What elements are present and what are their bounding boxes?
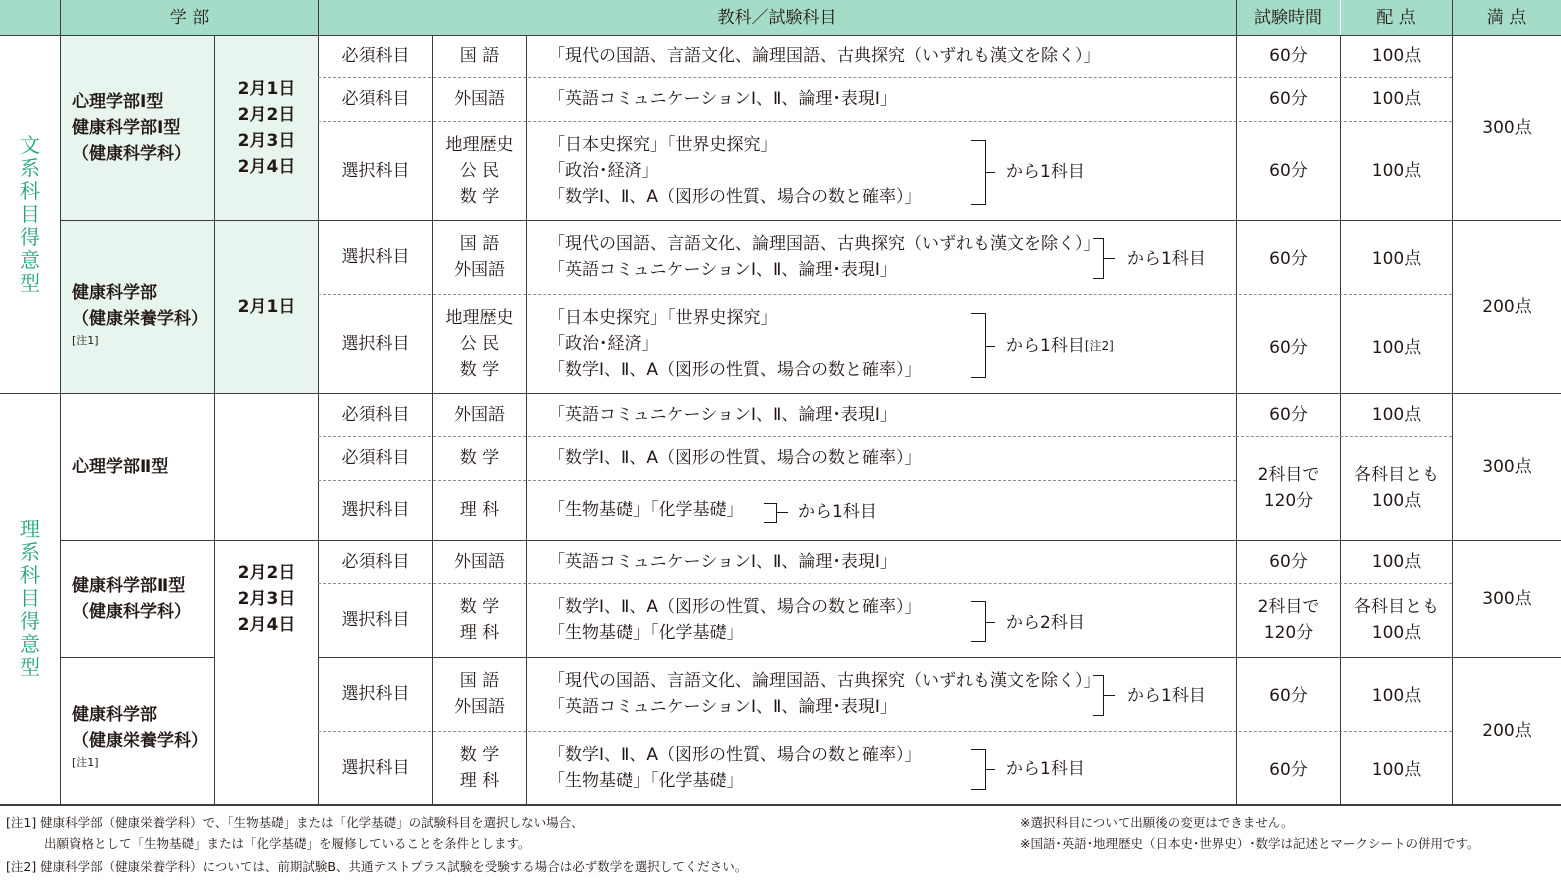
choice-bracket-tick [985, 769, 995, 770]
choice-bracket [971, 313, 986, 378]
kyoka-group [433, 121, 526, 220]
subject-eigo: 「英語コミュニケーションⅠ、Ⅱ、論理･表現Ⅰ」 [548, 89, 897, 109]
kyoka-gaikokugo: 外国語 [454, 697, 505, 717]
kyoka-rika: 理 科 [459, 500, 500, 520]
choice-bracket [764, 503, 777, 523]
subject-seiji: 「政治･経済」 [548, 160, 659, 181]
points-line: 100点 [1371, 623, 1422, 643]
date: 2月4日 [237, 614, 296, 635]
time-cell: 60分 [1269, 89, 1308, 109]
points-cell: 100点 [1371, 160, 1422, 181]
type-char: 文 [20, 132, 40, 157]
header-points: 配 点 [1376, 7, 1416, 28]
kyoka-group [433, 657, 526, 731]
cat-elective: 選択科目 [341, 500, 410, 520]
choose-one: から1科目 [1006, 336, 1085, 356]
kyoka-chireki: 地理歴史 [445, 134, 514, 155]
choose-one: から1科目 [1127, 249, 1206, 269]
time-cell: 60分 [1269, 551, 1308, 572]
kyoka-group [433, 220, 526, 294]
row-line [61, 657, 214, 658]
dept-line: 心理学部Ⅰ型 [72, 91, 164, 112]
choose-two: から2科目 [1006, 613, 1085, 633]
subject-sugaku: 「数学Ⅰ、Ⅱ、A（図形の性質、場合の数と確率）」 [548, 359, 922, 380]
cat-required: 必須科目 [341, 448, 410, 468]
points-line: 各科目とも [1354, 597, 1439, 617]
type-char: 系 [20, 155, 40, 180]
type-char: 得 [20, 224, 40, 249]
choice-bracket-tick [776, 512, 788, 513]
header-time: 試験時間 [1254, 7, 1322, 28]
choice-bracket-tick [985, 622, 995, 623]
choice-bracket-tick [1103, 695, 1115, 696]
total-cell: 300点 [1482, 456, 1532, 477]
choose-one-note2 [1006, 333, 1114, 359]
subject-group [548, 657, 1101, 731]
time-cell: 60分 [1269, 686, 1308, 706]
subject-rika: 「生物基礎」「化学基礎」 [548, 623, 744, 643]
type-char: 得 [20, 609, 40, 633]
points-cell: 100点 [1371, 89, 1422, 109]
header-dept: 学 部 [169, 7, 210, 28]
dates-3 [215, 393, 318, 804]
dept-line: 心理学部Ⅱ型 [72, 456, 169, 477]
dept-line: 健康科学部 [72, 283, 157, 303]
kyoka-sugaku: 数 学 [459, 359, 500, 380]
type-char: 科 [20, 563, 40, 587]
dept-3 [72, 393, 214, 540]
dept-4 [72, 540, 214, 657]
note2-mark: [注2] [1084, 339, 1114, 353]
type-char: 系 [20, 540, 40, 564]
header-total: 満 点 [1486, 7, 1527, 28]
dept-line: （健康科学科） [72, 143, 191, 164]
kyoka-sugaku: 数 学 [459, 186, 500, 207]
points-line: 各科目とも [1354, 465, 1439, 485]
time-cell [1237, 583, 1340, 657]
points-cell: 100点 [1371, 759, 1422, 780]
cat-elective: 選択科目 [341, 160, 410, 181]
subject-rekishi: 「日本史探究」「世界史探究」 [548, 134, 778, 155]
type-char: 型 [20, 270, 40, 295]
time-cell: 60分 [1269, 46, 1308, 66]
subject-eigo: 「英語コミュニケーションⅠ、Ⅱ、論理･表現Ⅰ」 [548, 697, 897, 717]
kyoka-rika: 理 科 [459, 623, 500, 643]
points-cell: 100点 [1371, 686, 1422, 706]
choice-bracket [971, 601, 986, 642]
time-cell [1237, 436, 1340, 540]
points-cell: 100点 [1371, 404, 1422, 425]
dept-note: [注1] [72, 334, 99, 347]
type-char: 目 [20, 201, 40, 226]
time-line: 2科目で [1257, 465, 1320, 485]
subject-group [548, 731, 922, 804]
time-cell: 60分 [1269, 759, 1308, 780]
dept-line: （健康栄養学科） [72, 309, 208, 329]
points-cell: 100点 [1371, 337, 1422, 358]
time-line: 2科目で [1257, 597, 1320, 617]
cat-elective: 選択科目 [341, 757, 410, 778]
subject-group [548, 294, 922, 393]
subject-eigo: 「英語コミュニケーションⅠ、Ⅱ、論理･表現Ⅰ」 [548, 260, 897, 280]
kyoka-chireki: 地理歴史 [445, 307, 514, 328]
choice-bracket [971, 140, 986, 205]
note2: [注2] 健康科学部（健康栄養学科）については、前期試験B、共通テストプラス試験を受験する場合は必ず数学を選択してください。 [6, 859, 748, 874]
col-line [60, 0, 61, 805]
kyoka-rika: 理 科 [459, 770, 500, 791]
dates-2: 2月1日 [237, 296, 296, 317]
date: 2月2日 [237, 104, 296, 125]
subject-rekishi: 「日本史探究」「世界史探究」 [548, 307, 778, 328]
subject-rika: 「生物基礎」「化学基礎」 [548, 770, 744, 791]
total-cell: 200点 [1482, 296, 1532, 317]
dept-5 [72, 692, 214, 782]
subject-group [548, 220, 1101, 294]
date: 2月2日 [237, 562, 296, 583]
points-cell [1341, 436, 1452, 540]
total-cell: 300点 [1482, 117, 1532, 138]
subject-kokugo: 「現代の国語、言語文化、論理国語、古典探究（いずれも漢文を除く）」 [548, 234, 1101, 254]
col-line-header [1340, 0, 1341, 35]
subject-sugaku: 「数学Ⅰ、Ⅱ、A（図形の性質、場合の数と確率）」 [548, 597, 922, 617]
dept-line: （健康栄養学科） [72, 731, 208, 751]
kyoka-kokugo: 国 語 [459, 46, 500, 66]
header-subjects: 教科／試験科目 [717, 7, 837, 28]
dept-1 [72, 35, 214, 220]
kyoka-kokugo: 国 語 [459, 671, 500, 691]
cat-required: 必須科目 [341, 404, 410, 425]
cat-required: 必須科目 [341, 46, 410, 66]
cat-elective: 選択科目 [341, 610, 410, 630]
dept-line: 健康科学部Ⅱ型 [72, 575, 186, 596]
points-cell: 100点 [1371, 551, 1422, 572]
date: 2月1日 [237, 78, 296, 99]
subject-kokugo: 「現代の国語、言語文化、論理国語、古典探究（いずれも漢文を除く）」 [548, 46, 1101, 66]
kyoka-komin: 公 民 [459, 160, 500, 181]
subject-sugaku: 「数学Ⅰ、Ⅱ、A（図形の性質、場合の数と確率）」 [548, 448, 922, 468]
choose-one: から1科目 [1006, 162, 1085, 182]
date: 2月3日 [237, 130, 296, 151]
subject-seiji: 「政治･経済」 [548, 333, 659, 354]
type-char: 型 [20, 655, 40, 679]
footnotes [0, 808, 1561, 882]
time-line: 120分 [1263, 491, 1314, 511]
cat-elective: 選択科目 [341, 684, 410, 704]
type-char: 意 [20, 632, 40, 656]
subject-group [548, 583, 922, 657]
subject-group [548, 121, 922, 220]
kyoka-gaikokugo: 外国語 [454, 551, 505, 572]
col-line [526, 35, 527, 805]
subject-kokugo: 「現代の国語、言語文化、論理国語、古典探究（いずれも漢文を除く）」 [548, 671, 1101, 691]
time-cell: 60分 [1269, 160, 1308, 181]
subject-eigo: 「英語コミュニケーションⅠ、Ⅱ、論理･表現Ⅰ」 [548, 404, 897, 425]
dept-line: （健康科学科） [72, 601, 191, 622]
subject-rika: 「生物基礎」「化学基礎」 [548, 500, 744, 520]
time-cell: 60分 [1269, 404, 1308, 425]
points-cell: 100点 [1371, 46, 1422, 66]
remark-2: ※国語･英語･地理歴史（日本史･世界史）･数学は記述とマークシートの併用です。 [1020, 836, 1480, 851]
total-cell: 200点 [1482, 720, 1532, 741]
points-line: 100点 [1371, 491, 1422, 511]
time-line: 120分 [1263, 623, 1314, 643]
kyoka-gaikokugo: 外国語 [454, 89, 505, 109]
note1-line2: 出願資格として「生物基礎」または「化学基礎」を履修していることを条件とします。 [44, 836, 531, 851]
cat-required: 必須科目 [341, 89, 410, 109]
time-cell: 60分 [1269, 337, 1308, 358]
kyoka-sugaku: 数 学 [459, 597, 500, 617]
choice-bracket [971, 749, 986, 790]
points-cell [1341, 583, 1452, 657]
type-rikei [0, 393, 60, 804]
kyoka-gaikokugo: 外国語 [454, 404, 505, 425]
note1-line1: [注1] 健康科学部（健康栄養学科）で、「生物基礎」または「化学基礎」の試験科目を選択しない場合、 [6, 815, 584, 830]
subject-sugaku: 「数学Ⅰ、Ⅱ、A（図形の性質、場合の数と確率）」 [548, 744, 922, 765]
date: 2月3日 [237, 588, 296, 609]
kyoka-sugaku: 数 学 [459, 448, 500, 468]
type-bunkei [0, 35, 60, 393]
kyoka-kokugo: 国 語 [459, 234, 500, 254]
kyoka-sugaku: 数 学 [459, 744, 500, 765]
type-char: 科 [20, 178, 40, 203]
choice-bracket-tick [1103, 258, 1115, 259]
kyoka-gaikokugo: 外国語 [454, 260, 505, 280]
total-cell: 300点 [1482, 588, 1532, 609]
remark-1: ※選択科目について出願後の変更はできません。 [1020, 815, 1294, 830]
dept-2 [72, 270, 214, 360]
kyoka-group [433, 731, 526, 804]
choice-bracket-tick [985, 172, 995, 173]
cat-required: 必須科目 [341, 551, 410, 572]
kyoka-group [433, 294, 526, 393]
dates-1 [215, 35, 318, 220]
cat-elective: 選択科目 [341, 333, 410, 354]
cat-elective: 選択科目 [341, 247, 410, 267]
subject-eigo: 「英語コミュニケーションⅠ、Ⅱ、論理･表現Ⅰ」 [548, 551, 897, 572]
dept-note: [注1] [72, 756, 99, 769]
choose-one: から1科目 [1006, 759, 1085, 779]
time-cell: 60分 [1269, 249, 1308, 269]
choose-one: から1科目 [798, 502, 877, 522]
dept-line: 健康科学部 [72, 705, 157, 725]
choose-one: から1科目 [1127, 686, 1206, 706]
kyoka-group [433, 583, 526, 657]
subject-sugaku: 「数学Ⅰ、Ⅱ、A（図形の性質、場合の数と確率）」 [548, 186, 922, 207]
table-bottom-line [0, 804, 1561, 806]
kyoka-komin: 公 民 [459, 333, 500, 354]
type-char: 目 [20, 586, 40, 610]
points-cell: 100点 [1371, 249, 1422, 269]
dept-line: 健康科学部Ⅰ型 [72, 117, 181, 138]
choice-bracket-tick [985, 346, 995, 347]
type-char: 理 [20, 517, 40, 541]
date: 2月4日 [237, 156, 296, 177]
type-char: 意 [20, 247, 40, 272]
